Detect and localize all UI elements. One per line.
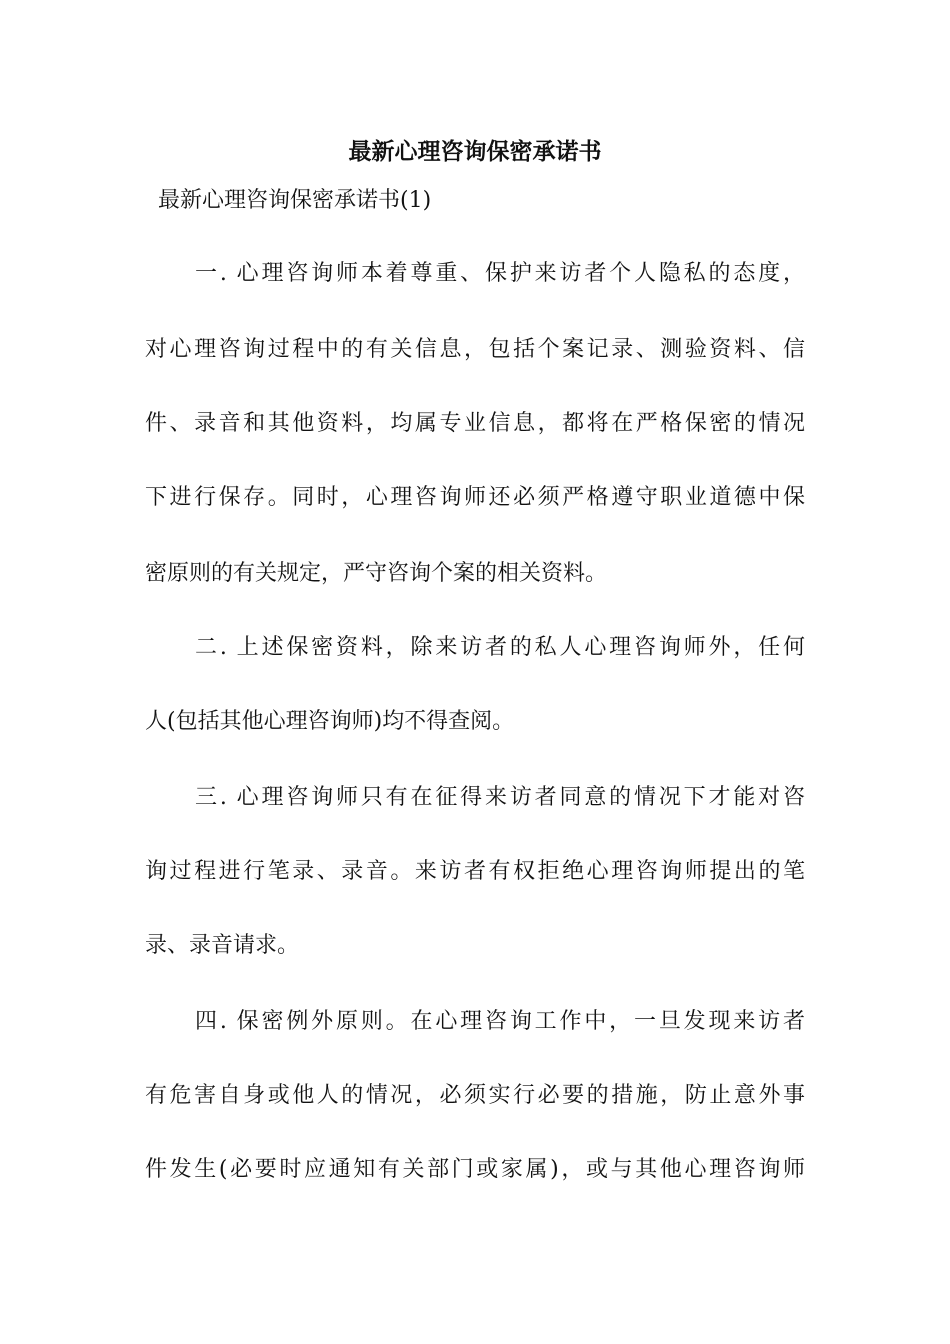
paragraph-line: 四. 保密例外原则。在心理咨询工作中，一旦发现来访者 [195, 1009, 805, 1034]
paragraph-line: 录、录音请求。 [145, 933, 300, 958]
paragraph-line: 件、录音和其他资料，均属专业信息，都将在严格保密的情况 [145, 411, 805, 436]
paragraph-line: 一. 心理咨询师本着尊重、保护来访者个人隐私的态度， [195, 261, 805, 286]
paragraph-line: 人(包括其他心理咨询师)均不得查阅。 [145, 709, 515, 734]
paragraph-line: 二. 上述保密资料，除来访者的私人心理咨询师外，任何 [195, 635, 805, 660]
document-subtitle: 最新心理咨询保密承诺书(1) [158, 188, 432, 213]
paragraph-line: 三. 心理咨询师只有在征得来访者同意的情况下才能对咨 [195, 785, 805, 810]
paragraph-line: 下进行保存。同时，心理咨询师还必须严格遵守职业道德中保 [145, 485, 805, 510]
paragraph-line: 件发生(必要时应通知有关部门或家属)，或与其他心理咨询师 [145, 1157, 805, 1182]
paragraph-line: 对心理咨询过程中的有关信息，包括个案记录、测验资料、信 [145, 337, 805, 362]
paragraph-line: 密原则的有关规定，严守咨询个案的相关资料。 [145, 561, 608, 586]
document-title: 最新心理咨询保密承诺书 [348, 138, 602, 165]
paragraph-line: 询过程进行笔录、录音。来访者有权拒绝心理咨询师提出的笔 [145, 859, 805, 884]
paragraph-line: 有危害自身或他人的情况，必须实行必要的措施，防止意外事 [145, 1083, 805, 1108]
